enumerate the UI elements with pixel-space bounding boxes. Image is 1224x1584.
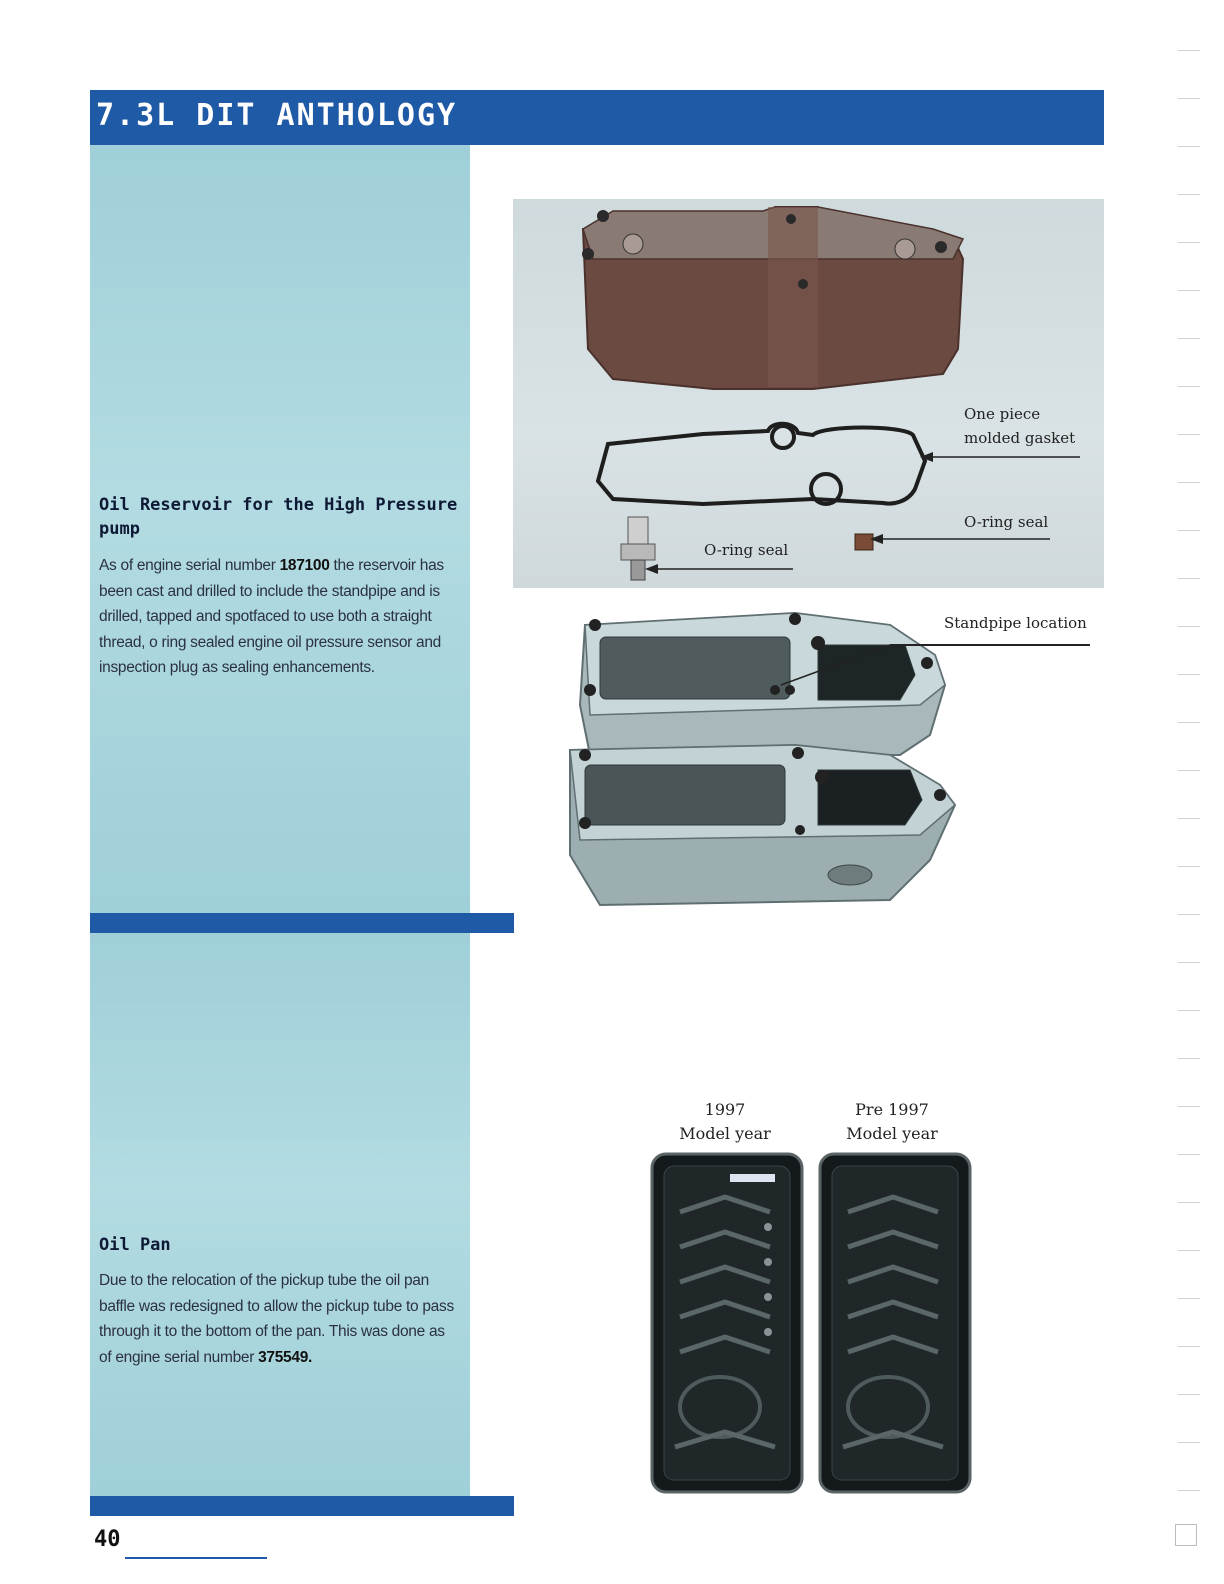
pan-label-pre1997-year: Pre 1997 — [855, 1100, 929, 1119]
callout-oring-right: O-ring seal — [964, 513, 1049, 531]
binder-mark — [1178, 1298, 1200, 1299]
bottom-divider-bar — [90, 1496, 514, 1516]
binder-mark — [1178, 194, 1200, 195]
section-heading-oil-reservoir: Oil Reservoir for the High Pressure pump — [99, 495, 458, 539]
sidebar-panel-bottom — [90, 933, 470, 1496]
binder-mark — [1178, 290, 1200, 291]
section-body-oil-reservoir: As of engine serial number 187100 the reservoir has been cast and drilled to include the standpipe and is drilled, tapped and spotfaced to use both a straight thread, o ring sealed engine oil pressure sensor and inspection plug as sealing enhancements. — [99, 557, 444, 677]
oil-pan-photo — [650, 1152, 980, 1497]
callout-oring-left: O-ring seal — [704, 541, 789, 559]
oil-pan-illustration — [650, 1152, 980, 1497]
binder-mark — [1178, 482, 1200, 483]
binder-mark — [1178, 722, 1200, 723]
binder-mark — [1178, 914, 1200, 915]
binder-mark — [1178, 1010, 1200, 1011]
callout-gasket-line1: One piece — [964, 405, 1041, 423]
binder-mark — [1178, 866, 1200, 867]
binder-mark — [1178, 818, 1200, 819]
section-body-oil-pan: Due to the relocation of the pickup tube the oil pan baffle was redesigned to allow the pickup tube to pass through it to the bottom of the pan. This was done as of engine serial number 375549. — [99, 1272, 454, 1366]
binder-mark — [1178, 578, 1200, 579]
binder-mark — [1178, 242, 1200, 243]
pan-label-pre1997-model: Model year — [846, 1124, 938, 1143]
binder-mark — [1178, 674, 1200, 675]
binder-mark — [1178, 962, 1200, 963]
binder-mark — [1178, 146, 1200, 147]
corner-box — [1175, 1524, 1197, 1546]
binder-mark — [1178, 338, 1200, 339]
binder-mark — [1178, 98, 1200, 99]
binder-mark — [1178, 1394, 1200, 1395]
binder-mark — [1178, 386, 1200, 387]
section-divider-bar — [90, 913, 514, 933]
pan-label-1997-year: 1997 — [704, 1100, 746, 1119]
standpipe-photo — [560, 605, 980, 925]
section-heading-oil-pan: Oil Pan — [99, 1235, 171, 1255]
binder-mark — [1178, 1106, 1200, 1107]
standpipe-illustration — [560, 605, 980, 925]
binder-mark — [1178, 1202, 1200, 1203]
binder-mark — [1178, 50, 1200, 51]
page-number: 40 — [94, 1527, 121, 1552]
binder-mark — [1178, 1442, 1200, 1443]
binder-mark — [1178, 770, 1200, 771]
callout-leader-standpipe — [890, 644, 1090, 646]
binder-mark — [1178, 626, 1200, 627]
binder-mark — [1178, 434, 1200, 435]
binder-mark — [1178, 1154, 1200, 1155]
callout-standpipe: Standpipe location — [944, 614, 1087, 632]
binder-mark — [1178, 1346, 1200, 1347]
callout-gasket-line2: molded gasket — [964, 429, 1076, 447]
binder-mark — [1178, 530, 1200, 531]
footer-rule — [125, 1557, 267, 1559]
binder-mark — [1178, 1058, 1200, 1059]
binder-mark — [1178, 1490, 1200, 1491]
binder-mark — [1178, 1250, 1200, 1251]
pan-label-1997-model: Model year — [679, 1124, 771, 1143]
page-title: 7.3L DIT ANTHOLOGY — [96, 98, 458, 133]
